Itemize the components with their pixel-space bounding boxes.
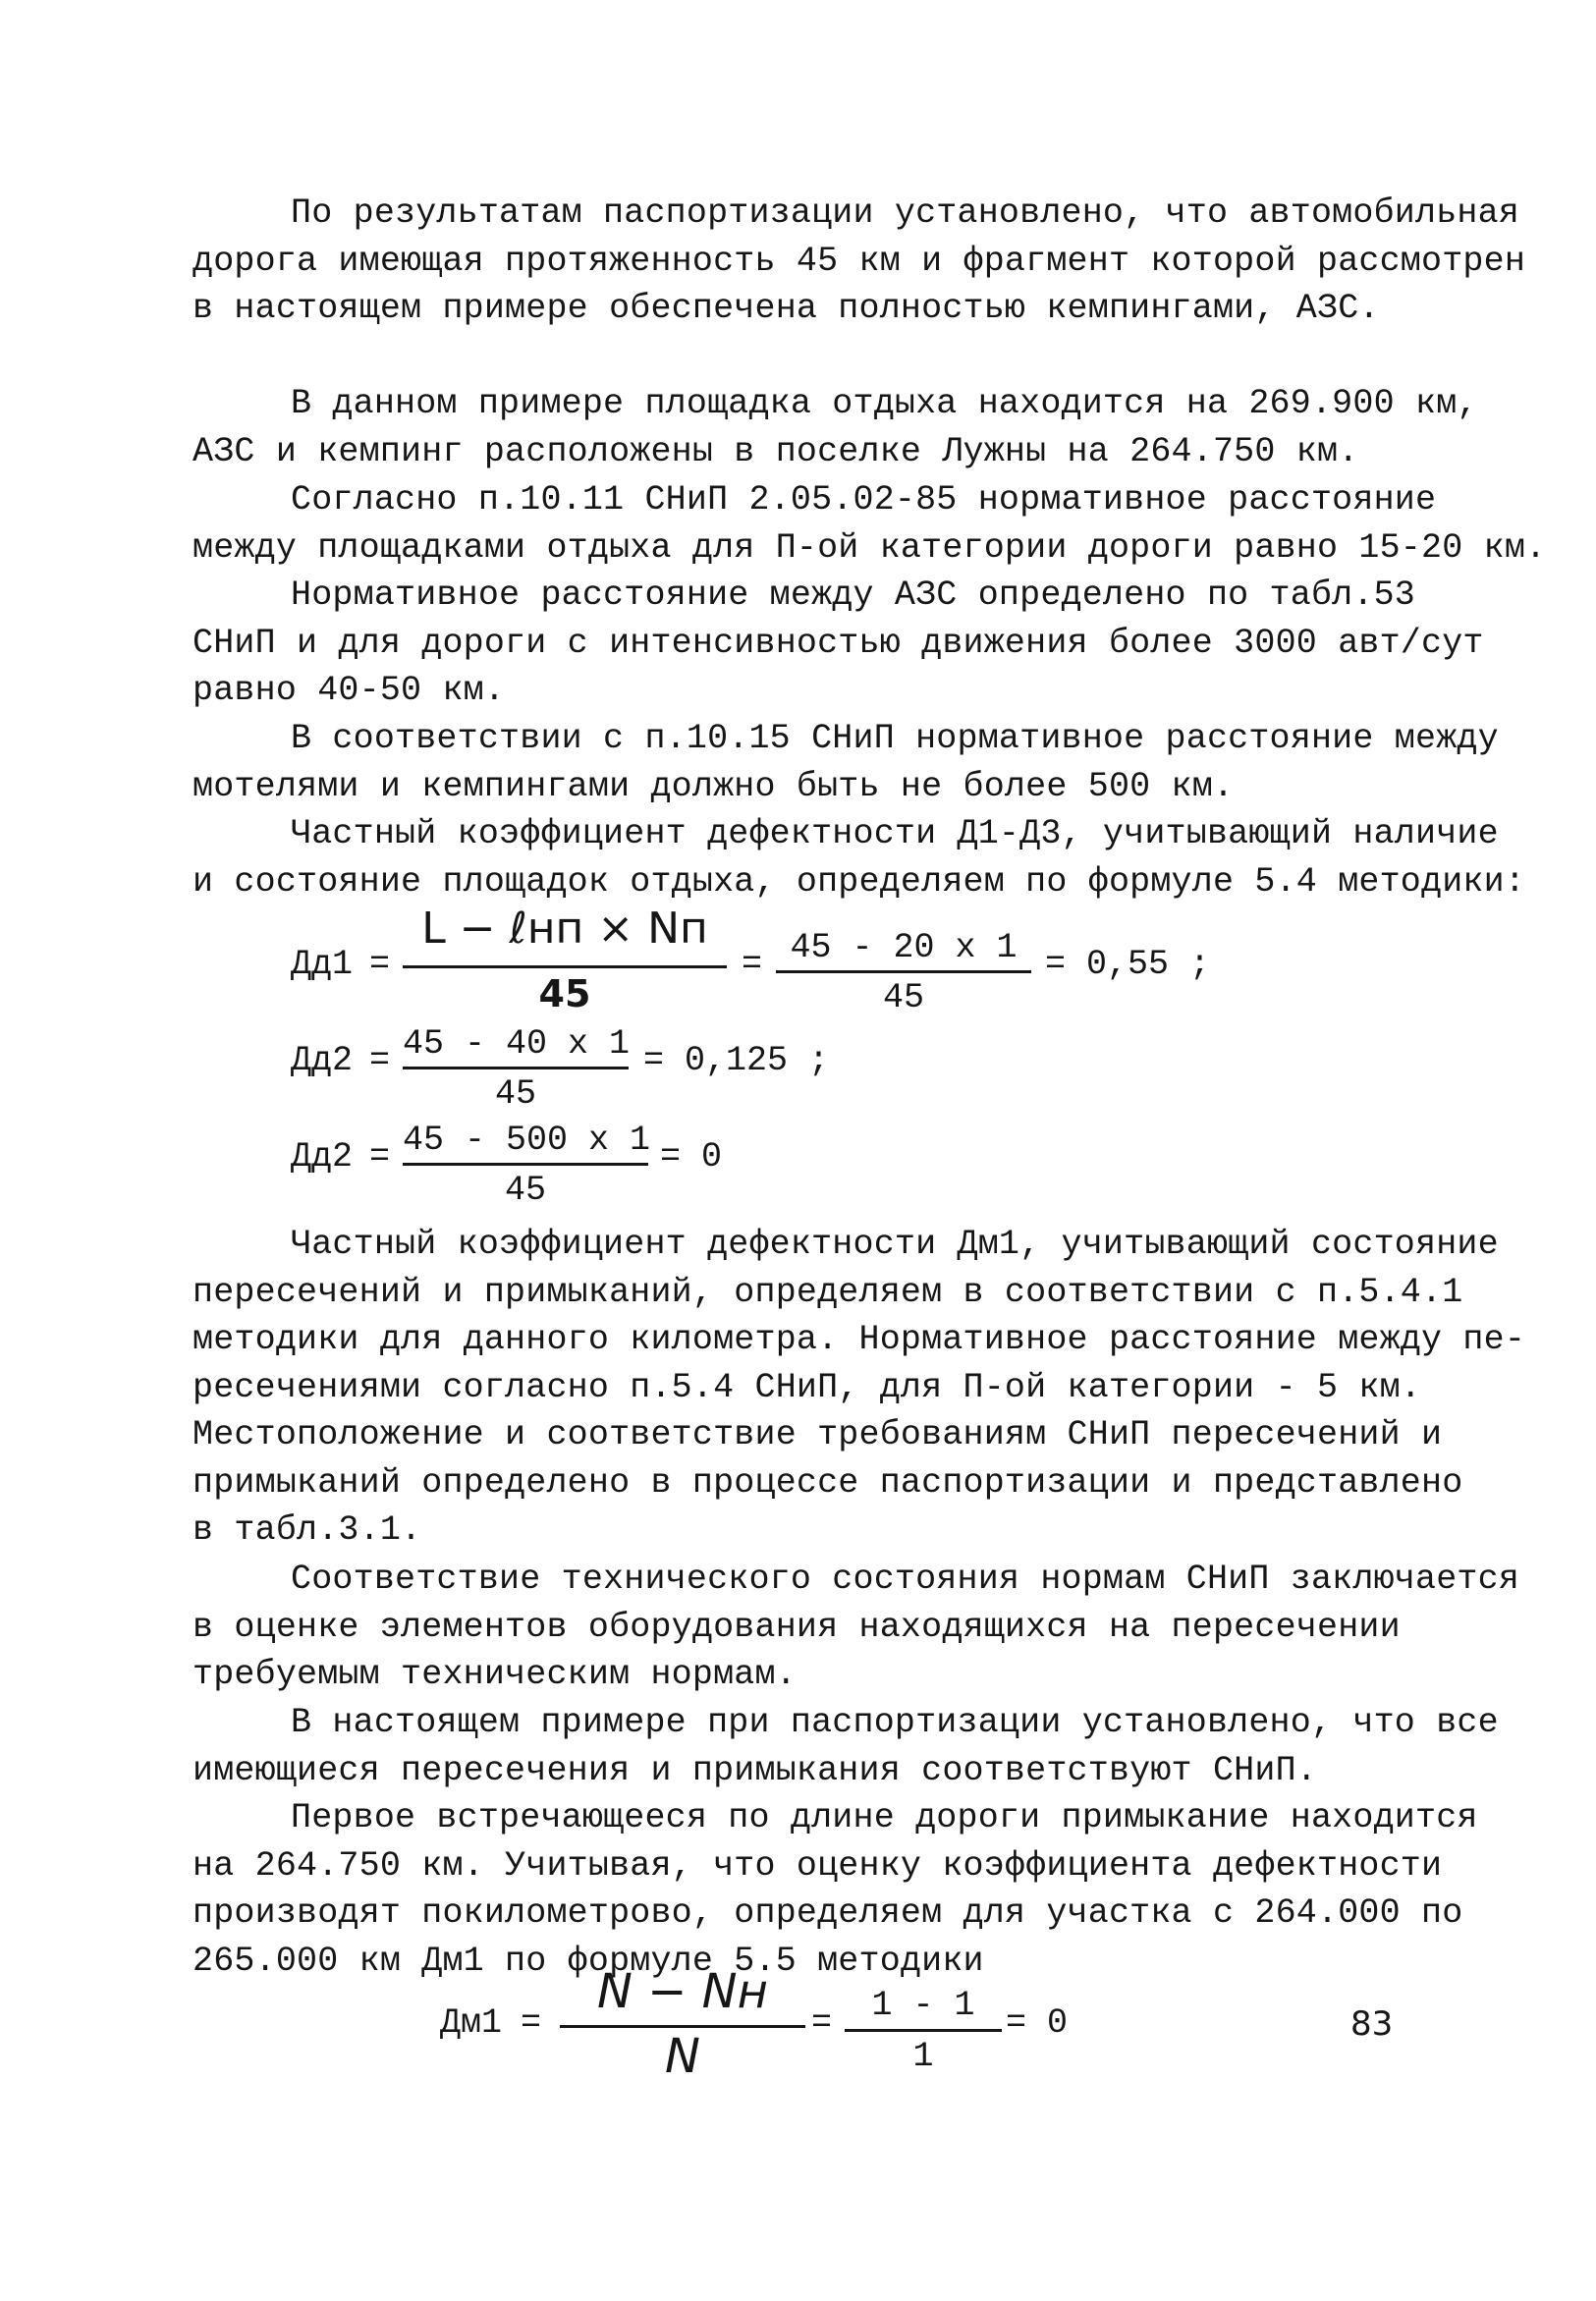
equals-sign: = (521, 2003, 542, 2043)
denominator-value: 45 (882, 978, 924, 1017)
text-line: ресечениями согласно п.5.4 СНиП, для П-ой категории - 5 км. (193, 1367, 1422, 1407)
text-line: на 264.750 км. Учитывая, что оценку коэффициента дефектности (193, 1845, 1443, 1886)
text-line: 265.000 км Дм1 по формуле 5.5 методики (193, 1941, 984, 1981)
paragraph-4 (193, 572, 1484, 715)
paragraph-8 (193, 1556, 1520, 1699)
denominator-value: 45 (494, 1074, 536, 1114)
fraction-bar (776, 970, 1031, 973)
denominator-symbolic: 45 (538, 972, 591, 1015)
fraction-bar (403, 1163, 648, 1166)
paragraph-5 (193, 715, 1499, 810)
equals-sign: = (369, 1137, 391, 1177)
formula-label: Дд2 (291, 1137, 354, 1177)
text-line: В соответствии с п.10.15 СНиП нормативное расстояние между (291, 719, 1499, 758)
fraction-bar (403, 1067, 629, 1069)
text-line: Частный коэффициент дефектности Д1-Д3, учитывающий наличие (291, 814, 1499, 853)
paragraph-3 (193, 476, 1547, 572)
text-line: имеющиеся пересечения и примыкания соответствуют СНиП. (193, 1750, 1317, 1790)
equals-sign: = (369, 1041, 391, 1080)
text-line: и состояние площадок отдыха, определяем по формуле 5.4 методики: (193, 861, 1526, 902)
numerator-value: 45 - 40 x 1 (403, 1024, 631, 1064)
numerator-value: 45 - 20 x 1 (790, 928, 1018, 967)
text-line: Соответствие технического состояния нормам СНиП заключается (291, 1560, 1520, 1599)
numerator-symbolic: L − ℓнп × Nп (421, 904, 708, 954)
text-line: в табл.3.1. (193, 1510, 422, 1550)
denominator-value: 1 (912, 2037, 934, 2076)
text-line: АЗС и кемпинг расположены в поселке Лужны на 264.750 км. (193, 431, 1359, 471)
text-line: примыканий определено в процессе паспортизации и представлено (193, 1462, 1463, 1503)
formula-label: Дм1 (440, 2003, 503, 2043)
paragraph-10 (193, 1794, 1478, 1985)
formula-label: Дд2 (291, 1041, 354, 1080)
text-line: По результатам паспортизации установлено, что автомобильная (291, 193, 1520, 233)
text-line: Согласно п.10.11 СНиП 2.05.02-85 нормативное расстояние (291, 480, 1437, 520)
text-line: дорога имеющая протяженность 45 км и фрагмент которой рассмотрен (193, 241, 1526, 281)
text-line: Первое встречающееся по длине дороги примыкание находится (291, 1798, 1478, 1837)
text-line: между площадками отдыха для П-ой категории дороги равно 15-20 км. (193, 527, 1547, 568)
text-line: мотелями и кемпингами должно быть не более 500 км. (193, 766, 1235, 806)
denominator-value: 45 (504, 1171, 546, 1210)
paragraph-9 (193, 1699, 1499, 1794)
text-line: В данном примере площадка отдыха находится на 269.900 км, (291, 384, 1478, 423)
text-line: В настоящем примере при паспортизации установлено, что все (291, 1703, 1499, 1742)
formula-result: = 0 (660, 1137, 723, 1177)
paragraph-7 (193, 1221, 1526, 1555)
equals-sign: = (811, 2003, 833, 2043)
fraction-bar (403, 965, 727, 968)
formula-result: = 0 (1006, 2003, 1069, 2043)
paragraph-1 (193, 190, 1526, 333)
text-line: методики для данного километра. Нормативное расстояние между пе- (193, 1320, 1526, 1359)
text-line: СНиП и для дороги с интенсивностью движения более 3000 авт/сут (193, 623, 1484, 663)
text-line: в настоящем примере обеспечена полностью кемпингами, АЗС. (193, 289, 1380, 328)
numerator-value: 45 - 500 x 1 (403, 1121, 651, 1160)
numerator-symbolic: N − Nн (597, 1964, 768, 2019)
formula-result: = 0,55 ; (1045, 945, 1211, 984)
equals-sign: = (742, 945, 763, 984)
paragraph-2 (193, 380, 1478, 475)
text-line: Местоположение и соответствие требованиям СНиП пересечений и (193, 1415, 1443, 1454)
text-line: требуемым техническим нормам. (193, 1655, 797, 1694)
text-line: Нормативное расстояние между АЗС определено по табл.53 (291, 575, 1415, 615)
formula-result: = 0,125 ; (643, 1041, 830, 1080)
text-line: Частный коэффициент дефектности Дм1, учитывающий состояние (291, 1225, 1499, 1264)
paragraph-6 (193, 810, 1526, 905)
text-line: равно 40-50 км. (193, 671, 506, 710)
text-line: пересечений и примыканий, определяем в соответствии с п.5.4.1 (193, 1272, 1463, 1312)
text-line: в оценке элементов оборудования находящихся на пересечении (193, 1607, 1401, 1647)
formula-label: Дд1 (291, 945, 354, 984)
equals-sign: = (369, 945, 391, 984)
denominator-symbolic: N (665, 2029, 700, 2084)
fraction-bar (560, 2025, 805, 2028)
fraction-bar (845, 2029, 1002, 2032)
text-line: производят покилометрово, определяем для участка с 264.000 по (193, 1893, 1463, 1933)
page-number: 83 (1350, 2004, 1394, 2044)
numerator-value: 1 - 1 (871, 1986, 975, 2025)
